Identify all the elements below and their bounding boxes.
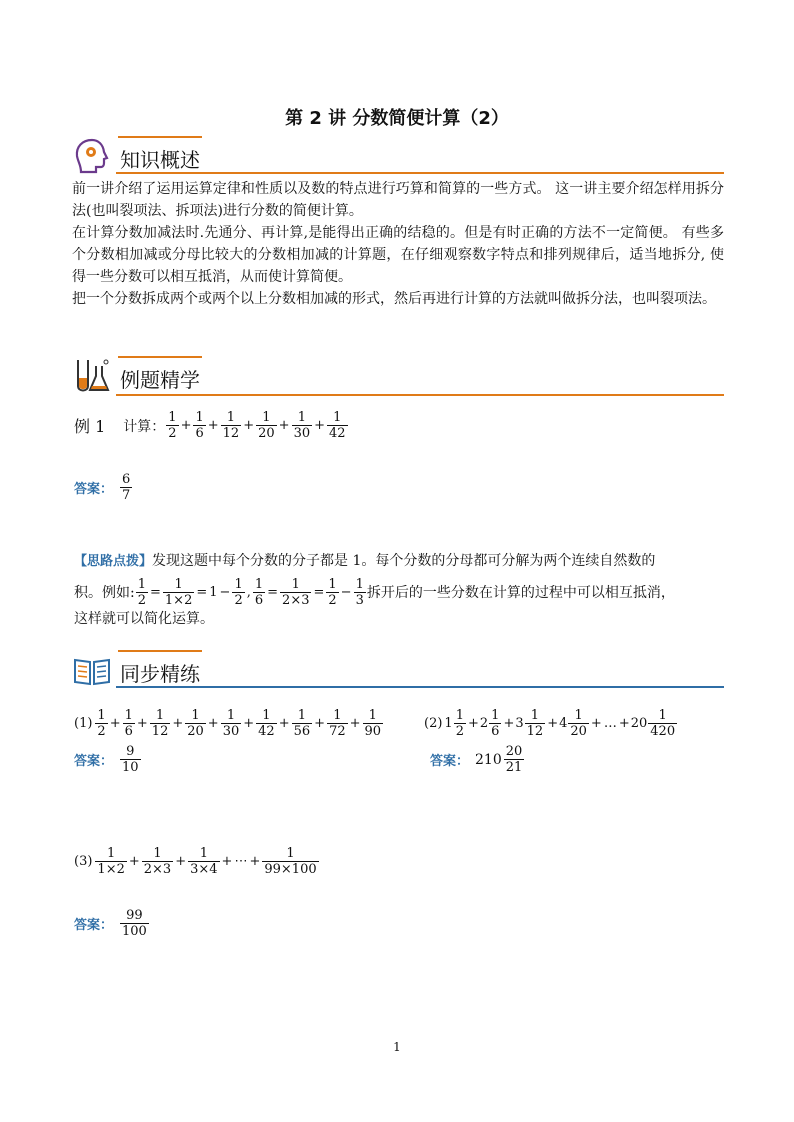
denominator: 12 xyxy=(222,426,240,441)
overview-paragraph: 前一讲介绍了运用运算定律和性质以及数的特点进行巧算和简算的一些方式。 这一讲主要介绍怎样用拆分法(也叫裂项法、拆项法)进行分数的简便计算。 xyxy=(72,181,724,219)
denominator: 30 xyxy=(222,724,240,739)
numerator: 9 xyxy=(126,744,135,759)
section-title-knowledge: 知识概述 xyxy=(120,148,200,172)
numerator: 1 xyxy=(291,577,300,592)
head-brain-icon xyxy=(72,136,112,176)
denominator: 3 xyxy=(355,593,364,608)
plus-sign: + xyxy=(278,418,290,433)
hint-label: 【思路点拨】 xyxy=(74,554,153,569)
section-header-practice xyxy=(72,650,724,690)
numerator: 1 xyxy=(97,708,106,723)
plus-sign: + xyxy=(314,418,326,433)
denominator: 6 xyxy=(124,724,133,739)
plus-sign: + xyxy=(109,716,121,731)
whole-part: 1 xyxy=(444,716,453,731)
denominator: 1×2 xyxy=(97,862,125,877)
plus-sign: + xyxy=(243,418,255,433)
practice-2 xyxy=(424,708,678,739)
denominator: 20 xyxy=(258,426,275,441)
overview-paragraph: 在计算分数加减法时.先通分、再计算,是能得出正确的结稳的。但是有时正确的方法不一定简便。 有些多个分数相加减或分母比较大的分数相加减的计算题，在仔细观察数字特点和排列规律后，适当地拆分, 使得一些分数可以相互抵消，从而使计算简便。 xyxy=(72,225,724,285)
mixed-number xyxy=(444,708,467,739)
plus-sign: + xyxy=(249,854,261,869)
fraction xyxy=(185,708,206,739)
problem-expression xyxy=(94,846,319,877)
mixed-number xyxy=(559,708,590,739)
denominator: 6 xyxy=(195,426,204,441)
section-header-knowledge xyxy=(72,136,724,176)
fraction xyxy=(292,708,313,739)
fraction xyxy=(95,846,126,877)
numerator: 1 xyxy=(530,708,540,723)
numerator: 1 xyxy=(333,410,342,425)
plus-sign: + xyxy=(180,418,192,433)
denominator: 3×4 xyxy=(190,862,218,877)
answer-mixed-number xyxy=(475,744,525,775)
denominator: 90 xyxy=(364,724,382,739)
numerator: 6 xyxy=(122,472,131,487)
hint-text: 发现这题中每个分数的分子都是 1。每个分数的分母都可分解为两个连续自然数的 xyxy=(152,553,656,569)
whole-number: 1 xyxy=(209,584,218,600)
denominator: 56 xyxy=(293,724,311,739)
denominator: 2×3 xyxy=(143,862,172,877)
numerator: 1 xyxy=(658,708,667,723)
denominator: 12 xyxy=(526,724,544,739)
denominator: 72 xyxy=(329,724,346,739)
problem-label: (1) xyxy=(74,716,93,731)
denominator: 30 xyxy=(293,426,311,441)
answer-label: 答案： xyxy=(74,918,114,933)
denominator: 20 xyxy=(570,724,587,739)
example-prompt: 计算： xyxy=(123,418,166,435)
fraction xyxy=(256,708,277,739)
ellipsis: ⋯ xyxy=(234,854,248,869)
numerator: 1 xyxy=(199,846,208,861)
fraction xyxy=(188,846,219,877)
numerator: 1 xyxy=(107,846,116,861)
numerator: 1 xyxy=(168,410,177,425)
numerator: 20 xyxy=(505,744,523,759)
example-expression xyxy=(165,410,348,441)
denominator: 21 xyxy=(505,760,523,775)
answer-fraction xyxy=(120,744,141,775)
hint-block: 【思路点拨】发现这题中每个分数的分子都是 1。每个分数的分母都可分解为两个连续自然数的 积。例如: $\frac{1}{2}$ = $\frac{1}{1\times 2}$ = 1 − $\frac{1}{2}$ , $\frac{1}{6}$ = $\frac{1}{2\times 3}$ = $\frac{1}{2}$ − $\frac{1}{3}$ 拆开后的一些分数在计算的过程中可以相互抵消， 这样就可以简化运算。 xyxy=(74,550,724,630)
denominator: 42 xyxy=(329,426,346,441)
plus-sign: + xyxy=(278,716,290,731)
fraction xyxy=(292,410,313,441)
problem-expression xyxy=(94,708,384,739)
denominator: 2 xyxy=(137,593,146,608)
plus-sign: + xyxy=(467,716,479,731)
denominator: 2 xyxy=(328,593,337,608)
plus-sign: + xyxy=(243,716,255,731)
section-title-practice: 同步精练 xyxy=(120,662,200,686)
hint-text: 拆开后的一些分数在计算的过程中可以相互抵消， xyxy=(366,584,675,601)
fraction xyxy=(95,708,107,739)
overview-text xyxy=(72,178,724,310)
fraction xyxy=(363,708,384,739)
numerator: 1 xyxy=(226,410,236,425)
example-label: 例 1 xyxy=(74,417,106,436)
fraction xyxy=(166,410,178,441)
page-title: 第 2 讲 分数简便计算（2） xyxy=(285,108,509,129)
numerator: 1 xyxy=(226,708,236,723)
plus-sign: + xyxy=(207,418,219,433)
problem-label: (3) xyxy=(74,854,93,869)
fraction xyxy=(256,410,277,441)
denominator: 42 xyxy=(258,724,275,739)
plus-sign: + xyxy=(349,716,361,731)
mixed-number xyxy=(631,708,678,739)
denominator: 2 xyxy=(97,724,106,739)
numerator: 1 xyxy=(124,708,133,723)
plus-sign: + xyxy=(503,716,515,731)
fraction xyxy=(489,708,501,739)
denominator: 6 xyxy=(491,724,500,739)
plus-sign: + xyxy=(207,716,219,731)
page-number: 1 xyxy=(393,1040,401,1054)
fraction xyxy=(142,846,173,877)
fraction xyxy=(123,708,135,739)
ellipsis: … xyxy=(603,716,617,731)
section-title-examples: 例题精学 xyxy=(120,368,200,392)
practice-3-answer xyxy=(74,908,150,939)
numerator: 1 xyxy=(234,577,243,592)
denominator: 1×2 xyxy=(164,593,193,608)
problem-expression xyxy=(444,708,678,739)
denominator: 2 xyxy=(455,724,464,739)
denominator: 12 xyxy=(151,724,169,739)
denominator: 2 xyxy=(234,593,243,608)
fraction xyxy=(327,708,348,739)
numerator: 1 xyxy=(355,577,364,592)
whole-part: 20 xyxy=(630,716,648,731)
plus-sign: + xyxy=(314,716,326,731)
denominator: 7 xyxy=(122,488,131,503)
hint-text: 积。例如: xyxy=(74,584,135,601)
whole-part: 2 xyxy=(479,716,489,731)
answer-fraction xyxy=(120,908,149,939)
practice-1-answer xyxy=(74,744,142,775)
answer-label: 答案： xyxy=(430,754,470,769)
lab-flask-icon xyxy=(72,356,112,396)
numerator: 99 xyxy=(126,908,143,923)
section-header-examples xyxy=(72,356,724,396)
numerator: 1 xyxy=(297,410,306,425)
numerator: 1 xyxy=(491,708,500,723)
denominator: 2 xyxy=(168,426,177,441)
fraction xyxy=(327,410,348,441)
answer-fraction xyxy=(120,472,132,503)
open-book-icon xyxy=(72,650,112,690)
example-1-answer xyxy=(74,472,133,503)
fraction xyxy=(568,708,589,739)
numerator: 1 xyxy=(191,708,200,723)
numerator: 1 xyxy=(328,577,337,592)
numerator: 1 xyxy=(174,577,183,592)
numerator: 1 xyxy=(455,708,464,723)
example-1 xyxy=(74,410,349,441)
denominator: 2×3 xyxy=(282,593,310,608)
fraction xyxy=(648,708,677,739)
numerator: 1 xyxy=(297,708,307,723)
denominator: 6 xyxy=(254,593,264,608)
numerator: 1 xyxy=(195,410,204,425)
numerator: 1 xyxy=(286,846,295,861)
answer-label: 答案： xyxy=(74,754,114,769)
fraction xyxy=(193,410,205,441)
plus-sign: + xyxy=(590,716,602,731)
denominator: 100 xyxy=(122,924,147,939)
fraction xyxy=(221,410,242,441)
mixed-number xyxy=(480,708,503,739)
fraction xyxy=(525,708,546,739)
practice-1 xyxy=(74,708,384,739)
numerator: 1 xyxy=(153,846,162,861)
overview-paragraph: 把一个分数拆成两个或两个以上分数相加减的形式，然后再进行计算的方法就叫做拆分法，也叫裂项法。 xyxy=(72,291,716,307)
fraction xyxy=(221,708,242,739)
numerator: 1 xyxy=(333,708,342,723)
plus-sign: + xyxy=(175,854,187,869)
whole-part: 210 xyxy=(475,751,502,768)
numerator: 1 xyxy=(368,708,377,723)
whole-part: 4 xyxy=(559,716,568,731)
hint-text: 这样就可以简化运算。 xyxy=(74,611,214,627)
numerator: 1 xyxy=(574,708,583,723)
whole-part: 3 xyxy=(515,716,524,731)
plus-sign: + xyxy=(172,716,184,731)
practice-3 xyxy=(74,846,320,877)
fraction xyxy=(262,846,318,877)
denominator: 99×100 xyxy=(264,862,317,877)
denominator: 10 xyxy=(122,760,139,775)
denominator: 420 xyxy=(650,724,676,739)
answer-label: 答案： xyxy=(74,482,114,497)
plus-sign: + xyxy=(128,854,140,869)
numerator: 1 xyxy=(254,577,264,592)
fraction xyxy=(150,708,171,739)
practice-2-answer xyxy=(430,744,525,775)
plus-sign: + xyxy=(136,716,148,731)
fraction xyxy=(454,708,466,739)
denominator: 20 xyxy=(187,724,204,739)
mixed-number xyxy=(515,708,546,739)
numerator: 1 xyxy=(262,410,271,425)
numerator: 1 xyxy=(155,708,165,723)
problem-label: (2) xyxy=(424,716,443,731)
plus-sign: + xyxy=(618,716,630,731)
numerator: 1 xyxy=(137,577,146,592)
numerator: 1 xyxy=(262,708,271,723)
plus-sign: + xyxy=(221,854,233,869)
plus-sign: + xyxy=(547,716,559,731)
